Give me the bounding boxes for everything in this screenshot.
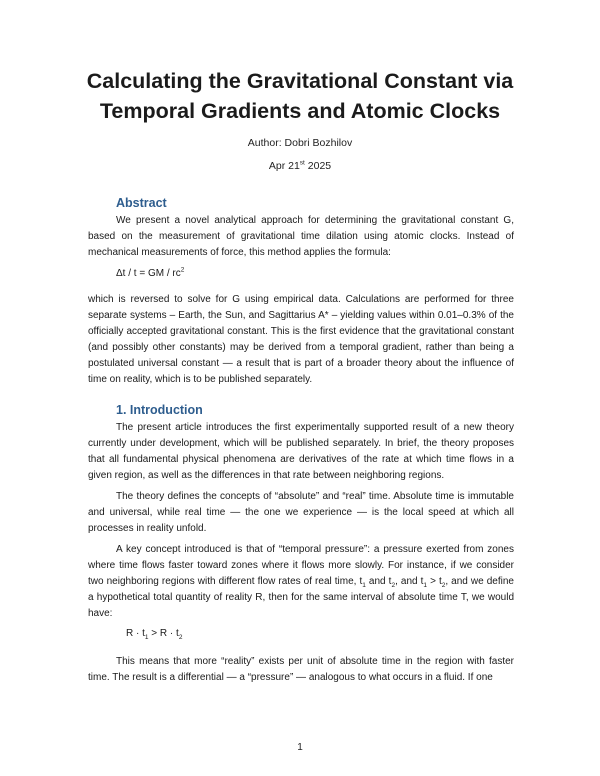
page-number: 1 (297, 742, 303, 753)
subscript-4: 2 (441, 582, 446, 589)
introduction-paragraph-1 (88, 420, 514, 484)
introduction-paragraph-3 (88, 542, 514, 622)
abstract-paragraph-1 (88, 213, 514, 261)
inequality-sub-2: 2 (178, 634, 183, 641)
intro-text-1: The present article introduces the first experimentally supported result of a new theory currently under development, which will be published separately. In brief, the theory proposes that all fundamental physical phenomena are derivatives of the rate at which time flows in a given region, as well as the differences in that rate between neighboring regions. (88, 422, 514, 481)
title-line-1: Calculating the Gravitational Constant via (86, 69, 514, 93)
abstract-formula (116, 268, 184, 279)
intro-text-3e: , and we define a hypothetical total quantity of reality R, then for the same interval of absolute time T, we would have: (88, 576, 514, 619)
introduction-paragraph-2 (88, 489, 514, 537)
abstract-heading: Abstract (116, 196, 167, 210)
abstract-text-1: We present a novel analytical approach for determining the gravitational constant G, based on the measurement of gravitational time dilation using atomic clocks. Instead of mechanical measurements of force, this method applies the formula: (88, 215, 514, 258)
subscript-1: 1 (362, 582, 366, 589)
date-day: Apr 21 (268, 160, 300, 172)
formula-main: Δt / t = GM / rc (116, 268, 181, 279)
reality-inequality (126, 628, 182, 639)
inequality-left: R · t (126, 628, 145, 639)
date-line (0, 160, 600, 172)
intro-text-3a: A key concept introduced is that of “temporal pressure”: a pressure exerted from zones where time flows faster toward zones where it flows more slowly. For instance, if we consider two neighboring regions with different flow rates of real time, t (88, 544, 514, 587)
intro-text-4: This means that more “reality” exists per unit of absolute time in the region with faster time. The result is a differential — a “pressure” — analogous to what occurs in a fluid. If one (88, 656, 514, 683)
subscript-2: 2 (391, 582, 396, 589)
introduction-heading: 1. Introduction (116, 403, 203, 417)
formula-exponent: 2 (180, 266, 185, 274)
title-line-2: Temporal Gradients and Atomic Clocks (99, 99, 501, 123)
intro-text-2: The theory defines the concepts of “absolute” and “real” time. Absolute time is immutable and universal, while real time — the one we experience — is the local speed at which all processes in reality unfold. (88, 491, 514, 534)
introduction-paragraph-4 (88, 654, 514, 686)
subscript-3: 1 (423, 582, 428, 589)
intro-text-3b: and t (365, 576, 392, 587)
abstract-paragraph-2: which is reversed to solve for G using empirical data. Calculations are performed for three separate systems – Earth, the Sun, and Sagittarius A* – yielding values within 0.01–0.3% of the officially accepted gravitational constant. This is the first evidence that the gravitational constant (and possibly other constants) may be derived from a temporal gradient, rather than being a postulated universal constant — a result that is part of a broader theory about the influence of time on reality, which is to be published separately. (88, 294, 514, 385)
author-line: Author: Dobri Bozhilov (247, 137, 353, 149)
inequality-right: > R · t (148, 628, 179, 639)
date-ordinal: st (299, 159, 305, 167)
paper-title (60, 66, 540, 126)
inequality-sub-1: 1 (144, 634, 149, 641)
date-year: 2025 (304, 160, 332, 172)
intro-text-3d: > t (427, 576, 442, 587)
intro-text-3c: , and t (395, 576, 424, 587)
